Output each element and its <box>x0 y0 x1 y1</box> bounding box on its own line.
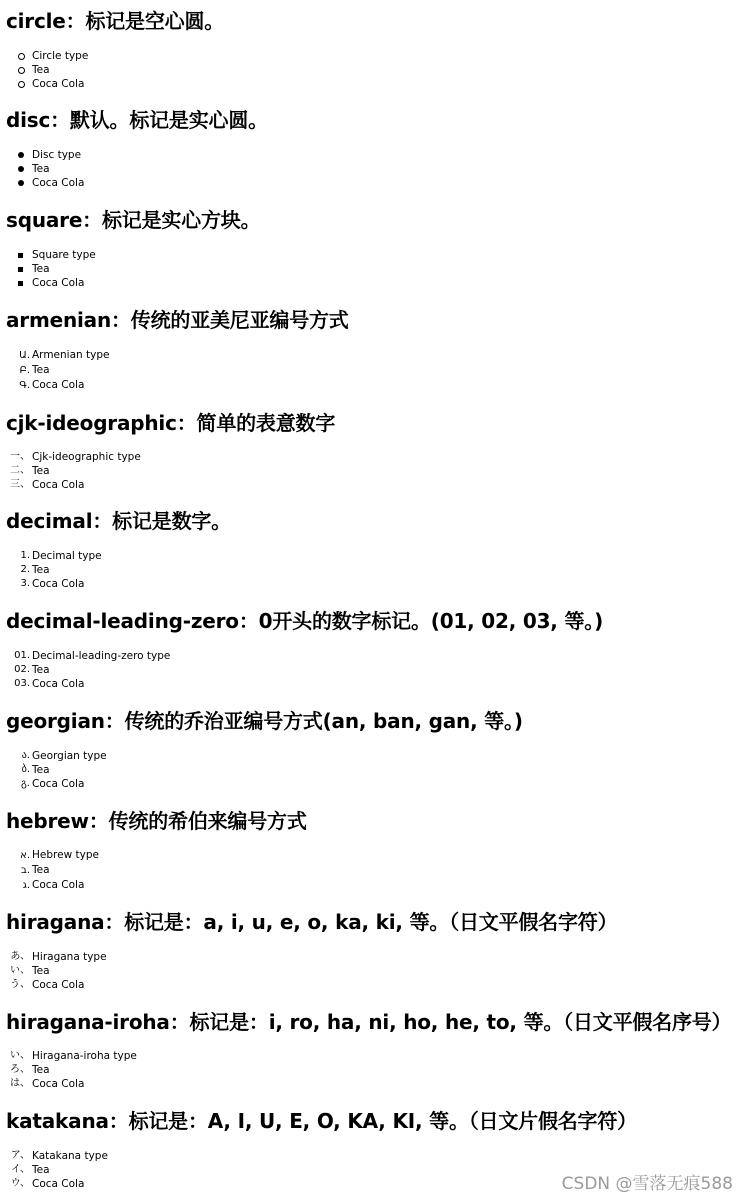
ordered-list <box>0 549 102 591</box>
list-item <box>0 464 141 478</box>
list-item <box>0 276 96 290</box>
list-item <box>0 1049 137 1063</box>
list-item-label: Coca Cola <box>32 678 85 690</box>
section-heading: square：标记是实心方块。 <box>6 208 261 232</box>
list-marker: א. <box>20 850 30 861</box>
list-item <box>0 348 109 363</box>
section-heading: decimal-leading-zero：0开头的数字标记。(01, 02, 03, 等。) <box>6 609 604 633</box>
list-marker: ג. <box>22 880 30 891</box>
list-marker: გ. <box>21 778 30 789</box>
list-item-label: Georgian type <box>32 750 107 762</box>
list-item-label: Circle type <box>32 50 89 62</box>
list-item-label: Hiragana type <box>32 951 107 963</box>
disc-marker-icon <box>18 166 24 172</box>
bullet-list <box>0 148 84 190</box>
list-item-label: Tea <box>32 1164 50 1176</box>
circle-marker-icon <box>18 67 25 74</box>
list-marker: 一、 <box>10 451 30 462</box>
list-item-label: Square type <box>32 249 96 261</box>
list-marker: あ、 <box>10 951 30 962</box>
list-marker: 三、 <box>10 479 30 490</box>
section-circle <box>0 8 747 90</box>
section-disc <box>0 107 747 189</box>
square-marker-icon <box>18 267 23 272</box>
list-marker: ბ. <box>21 764 30 775</box>
list-item <box>0 63 88 77</box>
list-item <box>0 763 107 777</box>
section-georgian <box>0 708 747 790</box>
list-item-label: Armenian type <box>32 349 110 361</box>
disc-marker-icon <box>18 152 24 158</box>
list-item <box>0 978 107 992</box>
list-item-label: Coca Cola <box>32 778 85 790</box>
ordered-list <box>0 348 109 393</box>
list-item-label: Tea <box>32 1064 50 1076</box>
list-item-label: Coca Cola <box>32 479 85 491</box>
list-item <box>0 262 96 276</box>
list-marker: ב. <box>21 865 30 876</box>
list-item <box>0 863 99 878</box>
list-item-label: Coca Cola <box>32 379 85 391</box>
list-item-label: Tea <box>32 664 50 676</box>
section-square <box>0 207 747 289</box>
ordered-list <box>0 1049 137 1091</box>
list-item <box>0 663 170 677</box>
section-heading: disc：默认。标记是实心圆。 <box>6 108 268 132</box>
list-item <box>0 1177 108 1191</box>
list-marker: ა. <box>21 750 30 761</box>
list-item-label: Tea <box>32 764 50 776</box>
list-item-label: Coca Cola <box>32 177 85 189</box>
list-marker: 2. <box>20 564 30 575</box>
list-item <box>0 478 141 492</box>
section-cjk-ideographic <box>0 410 747 491</box>
square-marker-icon <box>18 281 23 286</box>
list-item <box>0 450 141 464</box>
section-armenian <box>0 307 747 391</box>
list-marker: 二、 <box>10 465 30 476</box>
list-item <box>0 563 102 577</box>
ordered-list <box>0 749 107 791</box>
list-item <box>0 49 88 63</box>
list-item-label: Hebrew type <box>32 849 99 861</box>
bullet-list <box>0 248 96 290</box>
list-item <box>0 950 107 964</box>
list-item-label: Coca Cola <box>32 1178 85 1190</box>
ordered-list <box>0 848 99 893</box>
section-heading: hiragana-iroha：标记是：i, ro, ha, ni, ho, he, to, 等。（日文平假名序号） <box>6 1010 732 1034</box>
bullet-list <box>0 49 88 91</box>
list-item <box>0 248 96 262</box>
list-item <box>0 77 88 91</box>
list-marker: は、 <box>10 1078 30 1089</box>
section-heading: katakana：标记是：A, I, U, E, O, KA, KI, 等。（日文片假名字符） <box>6 1109 637 1133</box>
list-item <box>0 148 84 162</box>
list-marker: ろ、 <box>10 1064 30 1075</box>
list-item-label: Coca Cola <box>32 979 85 991</box>
section-decimal <box>0 508 747 590</box>
list-marker: 01. <box>14 650 30 661</box>
section-hiragana-iroha <box>0 1009 747 1090</box>
section-hiragana <box>0 909 747 991</box>
list-item-label: Disc type <box>32 149 82 161</box>
list-marker: イ、 <box>10 1164 30 1175</box>
list-item-label: Tea <box>32 263 50 275</box>
list-item-label: Coca Cola <box>32 1078 85 1090</box>
list-marker: ウ、 <box>10 1178 30 1189</box>
list-item-label: Tea <box>32 864 50 876</box>
list-marker: 03. <box>14 678 30 689</box>
list-item-label: Katakana type <box>32 1150 108 1162</box>
ordered-list <box>0 649 170 691</box>
list-item <box>0 749 107 763</box>
list-item-label: Hiragana-iroha type <box>32 1050 137 1062</box>
list-marker: い、 <box>10 1050 30 1061</box>
section-heading: hiragana：标记是：a, i, u, e, o, ka, ki, 等。（日文平假名字符） <box>6 910 618 934</box>
list-item-label: Tea <box>32 564 50 576</box>
ordered-list <box>0 450 141 492</box>
list-item-label: Coca Cola <box>32 879 85 891</box>
list-marker: ア、 <box>10 1150 30 1161</box>
list-marker: Բ. <box>19 365 30 376</box>
list-item-label: Coca Cola <box>32 277 85 289</box>
section-heading: cjk-ideographic：简单的表意数字 <box>6 411 336 435</box>
list-item-label: Decimal-leading-zero type <box>32 650 171 662</box>
circle-marker-icon <box>18 81 25 88</box>
list-item-label: Tea <box>32 465 50 477</box>
section-heading: georgian：传统的乔治亚编号方式(an, ban, gan, 等。) <box>6 709 523 733</box>
section-heading: circle：标记是空心圆。 <box>6 9 225 33</box>
list-item-label: Decimal type <box>32 550 102 562</box>
list-marker: い、 <box>10 965 30 976</box>
circle-marker-icon <box>18 53 25 60</box>
list-marker: Գ. <box>19 380 30 391</box>
list-item <box>0 848 99 863</box>
list-item <box>0 549 102 563</box>
list-item-label: Cjk-ideographic type <box>32 451 141 463</box>
list-marker: 3. <box>20 578 30 589</box>
list-item <box>0 1163 108 1177</box>
list-item <box>0 577 102 591</box>
section-heading: armenian：传统的亚美尼亚编号方式 <box>6 308 349 332</box>
list-item-label: Tea <box>32 64 50 76</box>
ordered-list <box>0 950 107 992</box>
list-item <box>0 1063 137 1077</box>
list-item-label: Coca Cola <box>32 78 85 90</box>
list-item <box>0 363 109 378</box>
list-marker: う、 <box>10 979 30 990</box>
list-item <box>0 649 170 663</box>
list-item-label: Tea <box>32 965 50 977</box>
ordered-list <box>0 1149 108 1191</box>
list-item <box>0 777 107 791</box>
list-item-label: Tea <box>32 364 50 376</box>
list-item <box>0 878 99 893</box>
section-heading: decimal：标记是数字。 <box>6 509 231 533</box>
list-marker: 02. <box>14 664 30 675</box>
list-item <box>0 162 84 176</box>
list-item <box>0 378 109 393</box>
section-decimal-leading-zero <box>0 608 747 690</box>
section-hebrew <box>0 808 747 891</box>
list-item <box>0 677 170 691</box>
section-heading: hebrew：传统的希伯来编号方式 <box>6 809 307 833</box>
list-item <box>0 964 107 978</box>
list-item-label: Coca Cola <box>32 578 85 590</box>
square-marker-icon <box>18 253 23 258</box>
list-item <box>0 1149 108 1163</box>
disc-marker-icon <box>18 180 24 186</box>
list-item-label: Tea <box>32 163 50 175</box>
list-item <box>0 1077 137 1091</box>
watermark: CSDN @雪落无痕588 <box>561 1174 733 1194</box>
list-item <box>0 176 84 190</box>
list-marker: 1. <box>20 550 30 561</box>
list-marker: Ա. <box>19 350 30 361</box>
